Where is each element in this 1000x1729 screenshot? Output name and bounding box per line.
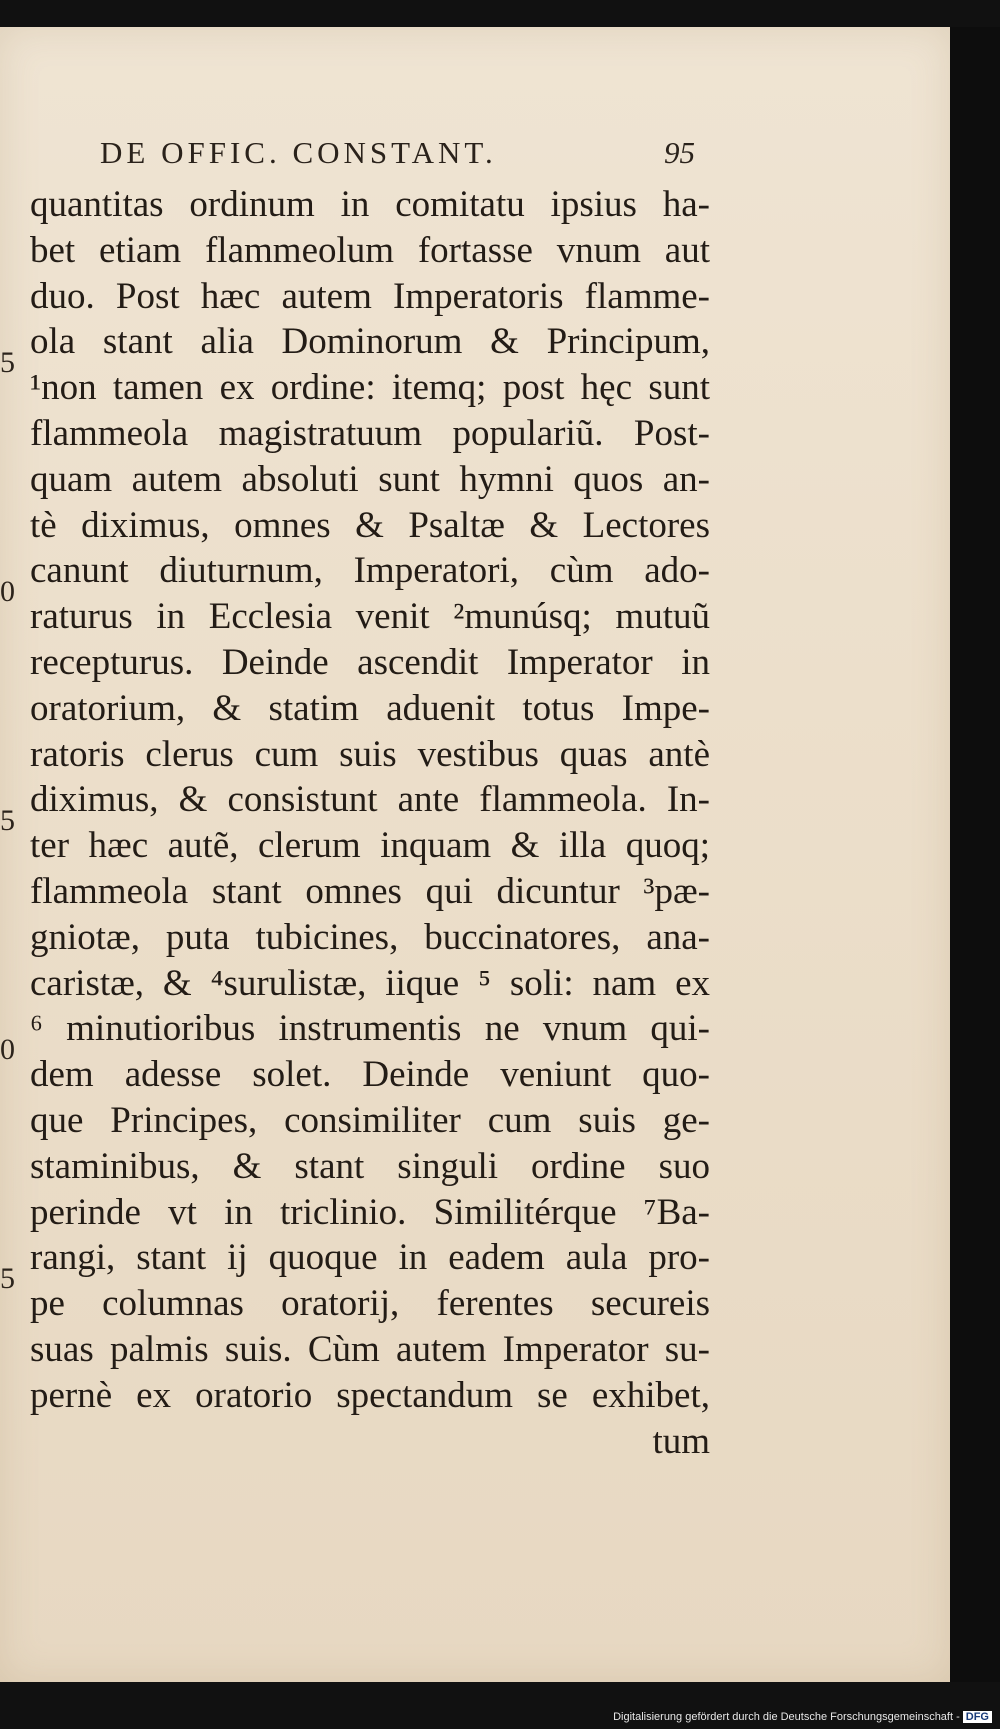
text-line: recepturus. Deinde ascendit Imperator in xyxy=(30,641,710,683)
text-line: gniotæ, puta tubicines, buccinatores, ana- xyxy=(30,916,710,958)
text-line: flammeola magistratuum populariũ. Post- xyxy=(30,412,710,454)
text-line: quam autem absoluti sunt hymni quos an- xyxy=(30,458,710,500)
running-title: DE OFFIC. CONSTANT. xyxy=(100,135,497,170)
margin-number: 5 xyxy=(0,804,15,837)
page-number: 95 xyxy=(664,135,695,170)
body-text xyxy=(30,182,710,1464)
text-line: staminibus, & stant singuli ordine suo xyxy=(30,1145,710,1187)
margin-number: 0 xyxy=(0,575,15,608)
text-line: canunt diuturnum, Imperatori, cùm ado- xyxy=(30,550,710,592)
credit-text: Digitalisierung gefördert durch die Deutsche Forschungsgemeinschaft - xyxy=(613,1711,960,1723)
text-line: que Principes, consimiliter cum suis ge- xyxy=(30,1099,710,1141)
text-line: quantitas ordinum in comitatu ipsius ha- xyxy=(30,184,710,225)
text-line: bet etiam flammeolum fortasse vnum aut xyxy=(30,229,710,271)
text-line: duo. Post hæc autem Imperatoris flamme- xyxy=(30,275,710,317)
text-line: flammeola stant omnes qui dicuntur ³pæ- xyxy=(30,870,710,912)
text-line: raturus in Ecclesia venit ²munúsq; mutuũ xyxy=(30,596,710,638)
text-line: suas palmis suis. Cùm autem Imperator su- xyxy=(30,1328,710,1370)
text-line: caristæ, & ⁴surulistæ, iique ⁵ soli: nam ex xyxy=(30,962,710,1004)
text-line: pe columnas oratorij, ferentes secureis xyxy=(30,1283,710,1325)
scan-background xyxy=(950,27,1000,1682)
text-line: dem adesse solet. Deinde veniunt quo- xyxy=(30,1054,710,1096)
text-line: tum xyxy=(652,1420,710,1462)
digitization-credit xyxy=(613,1711,992,1723)
dfg-logo: DFG xyxy=(963,1711,992,1723)
running-header xyxy=(100,135,695,175)
text-line: perinde vt in triclinio. Similitérque ⁷Ba- xyxy=(30,1191,710,1233)
text-line: pernè ex oratorio spectandum se exhibet, xyxy=(30,1374,710,1416)
margin-number: 5 xyxy=(0,346,15,379)
margin-number: 5 xyxy=(0,1262,15,1295)
text-line: ratoris clerus cum suis vestibus quas antè xyxy=(30,733,710,775)
text-line: diximus, & consistunt ante flammeola. In- xyxy=(30,779,710,821)
text-line: ¹non tamen ex ordine: itemq; post hęc sunt xyxy=(30,367,710,409)
margin-number: 0 xyxy=(0,1033,15,1066)
text-line: ter hæc autẽ, clerum inquam & illa quoq; xyxy=(30,825,710,867)
text-line: ola stant alia Dominorum & Principum, xyxy=(30,321,710,363)
text-line: tè diximus, omnes & Psaltæ & Lectores xyxy=(30,504,710,546)
text-line: rangi, stant ij quoque in eadem aula pro- xyxy=(30,1237,710,1279)
text-line: ⁶ minutioribus instrumentis ne vnum qui- xyxy=(30,1008,710,1050)
text-line: oratorium, & statim aduenit totus Impe- xyxy=(30,687,710,729)
